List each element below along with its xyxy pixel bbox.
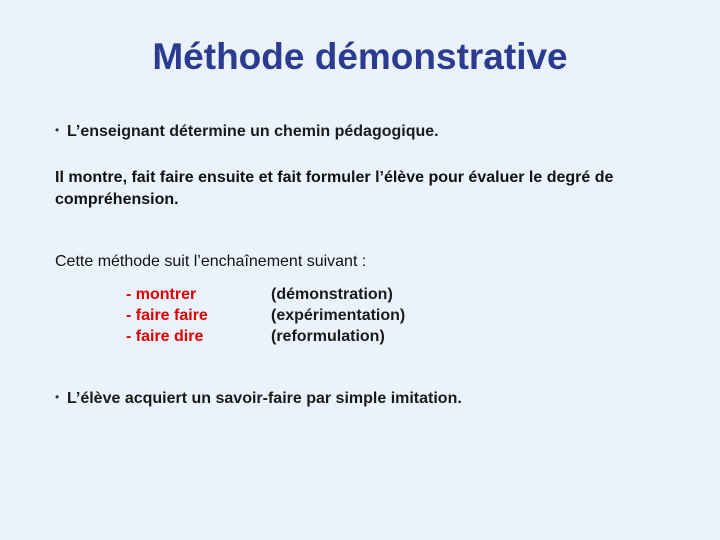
- terms-list: [271, 284, 405, 347]
- step-action: - montrer: [126, 286, 197, 303]
- description-paragraph: Il montre, fait faire ensuite et fait formuler l’élève pour évaluer le degré de compréhension.: [55, 169, 614, 208]
- step-term: (démonstration): [271, 286, 393, 303]
- step-term: (reformulation): [271, 328, 385, 345]
- bullet-text: L’élève acquiert un savoir-faire par simple imitation.: [67, 390, 462, 407]
- bullet-item: [55, 390, 462, 408]
- step-term: (expérimentation): [271, 307, 406, 324]
- step-action: - faire faire: [126, 307, 208, 324]
- slide-title: Méthode démonstrative: [152, 36, 568, 77]
- bullet-icon: •: [55, 123, 60, 137]
- bullet-text: L’enseignant détermine un chemin pédagogique.: [67, 123, 439, 140]
- bullet-item: [55, 123, 439, 141]
- bullet-icon: •: [55, 390, 60, 404]
- step-action: - faire dire: [126, 328, 204, 345]
- steps-list: [126, 284, 208, 347]
- intro-paragraph: Cette méthode suit l’enchaînement suivant :: [55, 253, 367, 270]
